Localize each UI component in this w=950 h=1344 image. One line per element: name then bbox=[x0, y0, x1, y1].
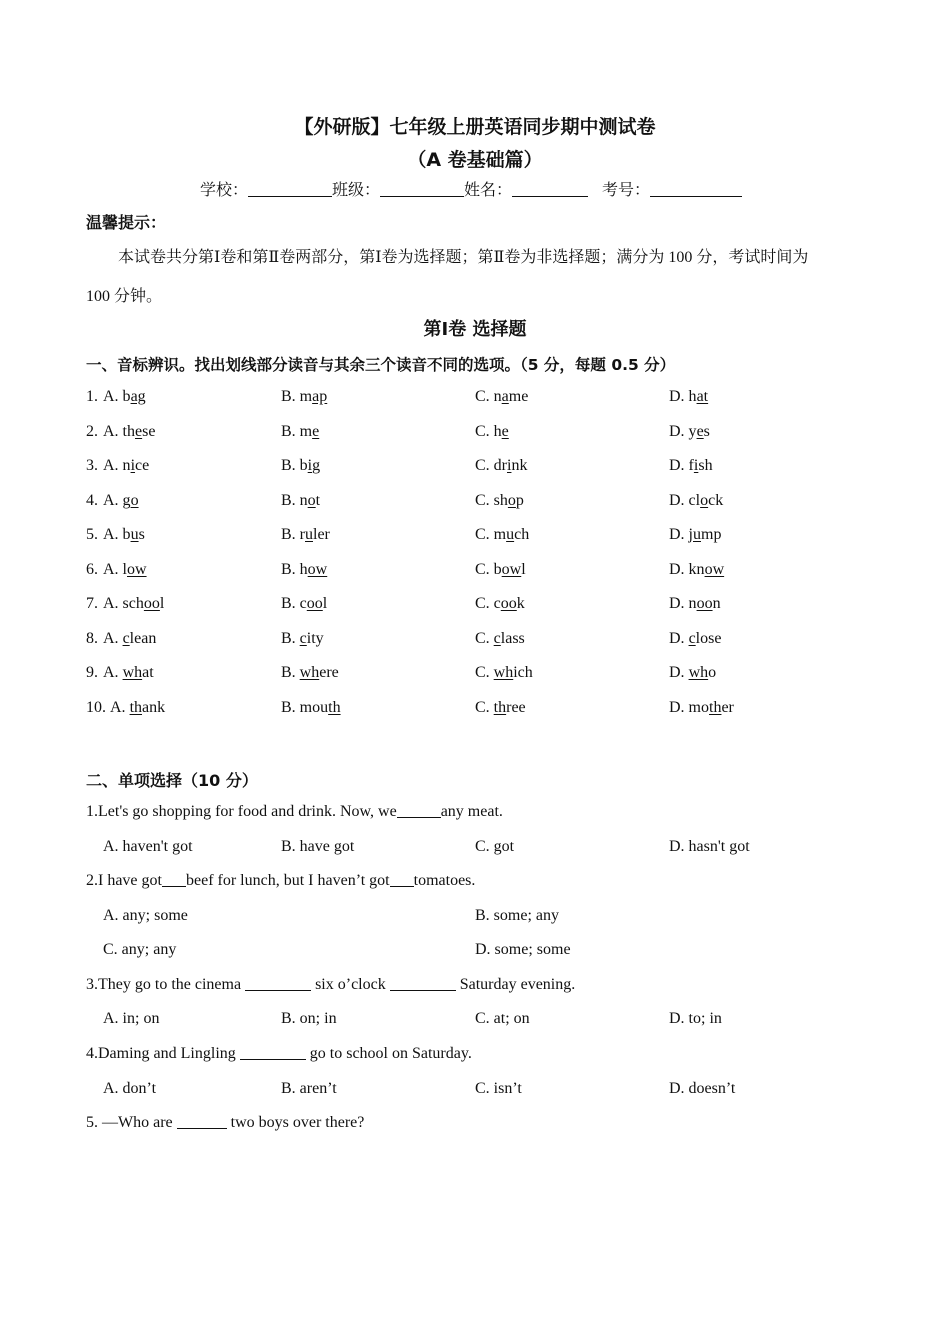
phonics-question-number: 7. bbox=[86, 595, 98, 612]
phonics-option-b bbox=[281, 595, 327, 613]
phonics-option-d bbox=[669, 492, 723, 510]
phonics-option-a bbox=[103, 630, 156, 648]
info-fields bbox=[200, 177, 742, 200]
phonics-option-c bbox=[475, 630, 525, 648]
underlined-letters: wh bbox=[493, 664, 514, 681]
option: B. some; any bbox=[475, 907, 559, 924]
option-text: C. bbox=[475, 698, 494, 716]
question-4 bbox=[86, 1045, 472, 1063]
option-text: D. cl bbox=[669, 491, 701, 509]
exam-subtitle: （A 卷基础篇） bbox=[407, 149, 543, 171]
option-text: B. h bbox=[281, 560, 308, 578]
answer-blank bbox=[177, 1114, 227, 1129]
option-text: A. th bbox=[103, 422, 135, 440]
option-text: o bbox=[708, 664, 717, 681]
option-text: l bbox=[322, 595, 328, 612]
phonics-option-a bbox=[103, 492, 139, 510]
question-2-text: 2.I have got bbox=[86, 872, 162, 889]
underlined-letters: oo bbox=[306, 595, 323, 612]
option-text: s bbox=[703, 422, 710, 440]
phonics-option-d bbox=[669, 526, 721, 544]
section-1-title: 一、音标辨识。找出划线部分读音与其余三个读音不同的选项。（5 分，每题 0.5 分） bbox=[86, 356, 676, 374]
underlined-letters: o bbox=[507, 491, 516, 509]
question-5 bbox=[86, 1114, 364, 1132]
option-text: D. f bbox=[669, 457, 694, 474]
phonics-option-b bbox=[281, 630, 324, 648]
option: A. any; some bbox=[103, 907, 188, 924]
question-2 bbox=[86, 872, 475, 890]
phonics-option-d bbox=[669, 388, 708, 406]
school-label: 学校： bbox=[200, 180, 249, 199]
option-text: p bbox=[515, 491, 524, 509]
phonics-option-c bbox=[475, 492, 524, 510]
option: A. haven't got bbox=[103, 838, 193, 855]
phonics-option-a bbox=[103, 457, 149, 475]
phonics-option-c bbox=[475, 699, 526, 717]
option-text: ler bbox=[313, 526, 330, 543]
underlined-letters: th bbox=[709, 698, 722, 716]
underlined-letters: i bbox=[307, 457, 313, 474]
option-text: A. g bbox=[103, 491, 131, 509]
underlined-letters: c bbox=[688, 629, 696, 647]
underlined-letters: oo bbox=[500, 595, 517, 612]
phonics-option-b bbox=[281, 388, 327, 406]
underlined-letters: u bbox=[305, 526, 313, 543]
option-text: k bbox=[516, 595, 525, 612]
option: C. at; on bbox=[475, 1010, 530, 1027]
option-text: g bbox=[312, 457, 321, 474]
underlined-letters: a bbox=[501, 388, 509, 405]
underlined-letters: i bbox=[507, 457, 512, 474]
option-text: C. b bbox=[475, 560, 502, 578]
underlined-letters: ow bbox=[127, 560, 147, 578]
class-label: 班级： bbox=[332, 180, 381, 199]
question-2-text-mid: beef for lunch, but I haven’t got bbox=[185, 872, 390, 889]
option-text: C. m bbox=[475, 526, 507, 543]
phonics-question-number: 9. bbox=[86, 664, 98, 681]
option-text: D. bbox=[669, 664, 689, 681]
option: C. got bbox=[475, 838, 515, 855]
phonics-option-d bbox=[669, 595, 721, 613]
underlined-letters: ap bbox=[312, 388, 328, 405]
phonics-question-number: 2. bbox=[86, 422, 98, 440]
option-text: at bbox=[142, 664, 154, 681]
underlined-letters: th bbox=[129, 698, 143, 716]
phonics-question-number: 1. bbox=[86, 388, 98, 405]
phonics-question-number: 10. bbox=[86, 698, 106, 716]
underlined-letters: oo bbox=[696, 595, 713, 612]
underlined-letters: th bbox=[493, 698, 507, 716]
option-text: D. kn bbox=[669, 560, 705, 578]
option-text: C. bbox=[475, 664, 494, 681]
phonics-option-c bbox=[475, 561, 526, 579]
question-3-text-mid: six o’clock bbox=[315, 976, 386, 993]
underlined-letters: u bbox=[130, 526, 139, 543]
option-text: me bbox=[508, 388, 529, 405]
phonics-option-b bbox=[281, 457, 320, 475]
option-text: C. dr bbox=[475, 457, 507, 474]
question-5-text-end: two boys over there? bbox=[230, 1114, 365, 1131]
option-text: ich bbox=[513, 664, 533, 681]
option-text: sh bbox=[698, 457, 713, 474]
underlined-letters: c bbox=[493, 629, 501, 647]
option-text: B. mou bbox=[281, 698, 329, 716]
option-text: ce bbox=[135, 457, 150, 474]
phonics-option-d bbox=[669, 561, 724, 579]
underlined-letters: ow bbox=[501, 560, 522, 578]
option-text: t bbox=[315, 491, 321, 509]
underlined-letters: wh bbox=[122, 664, 143, 681]
phonics-question-number: 3. bbox=[86, 457, 98, 474]
underlined-letters: oo bbox=[143, 595, 160, 612]
phonics-question-number: 6. bbox=[86, 560, 98, 578]
underlined-letters: u bbox=[693, 526, 701, 543]
question-5-text: 5. —Who are bbox=[86, 1114, 173, 1131]
phonics-option-b bbox=[281, 664, 339, 682]
part-1-title: 第Ⅰ卷 选择题 bbox=[423, 319, 527, 340]
underlined-letters: ag bbox=[130, 388, 146, 405]
option-text: B. b bbox=[281, 457, 308, 474]
option-text: lean bbox=[129, 629, 157, 647]
name-label: 姓名： bbox=[464, 180, 513, 199]
phonics-option-b bbox=[281, 423, 319, 441]
phonics-question-number: 8. bbox=[86, 629, 98, 647]
option-text: D. n bbox=[669, 595, 697, 612]
option-text: lass bbox=[500, 629, 525, 647]
phonics-option-a bbox=[103, 423, 155, 441]
option-text: mp bbox=[701, 526, 722, 543]
option-text: lose bbox=[695, 629, 722, 647]
underlined-letters: ow bbox=[704, 560, 725, 578]
phonics-option-a bbox=[103, 664, 154, 682]
underlined-letters: c bbox=[122, 629, 130, 647]
option: A. in; on bbox=[103, 1010, 160, 1027]
notice-line-2: 100 分钟。 bbox=[86, 288, 163, 305]
phonics-option-b bbox=[281, 492, 320, 510]
option-text: B. bbox=[281, 629, 300, 647]
option-text: l bbox=[159, 595, 165, 612]
option-text: A. bbox=[103, 664, 123, 681]
option-text: A. sch bbox=[103, 595, 144, 612]
option-text: l bbox=[521, 560, 526, 578]
question-4-text: 4.Daming and Lingling bbox=[86, 1045, 236, 1062]
option-text: ch bbox=[514, 526, 530, 543]
phonics-option-d bbox=[669, 699, 734, 717]
question-1-text-end: any meat. bbox=[440, 803, 503, 820]
answer-blank bbox=[390, 976, 456, 991]
option-text: A. b bbox=[103, 526, 131, 543]
underlined-letters: th bbox=[328, 698, 341, 716]
answer-blank bbox=[397, 803, 441, 818]
option-text: ank bbox=[142, 698, 166, 716]
question-3-text-end: Saturday evening. bbox=[459, 976, 576, 993]
option-text: C. c bbox=[475, 595, 501, 612]
phonics-option-d bbox=[669, 630, 721, 648]
underlined-letters: e bbox=[696, 422, 704, 440]
option-text: A. l bbox=[103, 560, 127, 578]
option-text: D. h bbox=[669, 388, 697, 405]
phonics-option-c bbox=[475, 595, 525, 613]
underlined-letters: o bbox=[307, 491, 316, 509]
underlined-letters: wh bbox=[299, 664, 320, 681]
phonics-option-b bbox=[281, 561, 327, 579]
question-3-text: 3.They go to the cinema bbox=[86, 976, 242, 993]
phonics-option-b bbox=[281, 526, 330, 544]
option-text: B. bbox=[281, 664, 300, 681]
option-text: nk bbox=[511, 457, 528, 474]
option-text: D. j bbox=[669, 526, 693, 543]
school-blank bbox=[248, 182, 332, 197]
exam-number-blank bbox=[650, 182, 742, 197]
underlined-letters: i bbox=[693, 457, 699, 474]
underlined-letters: at bbox=[696, 388, 709, 405]
option-text: D. bbox=[669, 629, 689, 647]
phonics-option-c bbox=[475, 526, 529, 544]
option-text: er bbox=[721, 698, 734, 716]
option-text: B. r bbox=[281, 526, 305, 543]
option-text: A. bbox=[103, 629, 123, 647]
phonics-option-b bbox=[281, 699, 341, 717]
option: B. aren’t bbox=[281, 1080, 337, 1097]
option-text: n bbox=[712, 595, 721, 612]
phonics-option-a bbox=[110, 699, 165, 717]
answer-blank bbox=[240, 1045, 306, 1060]
option-text: ere bbox=[319, 664, 339, 681]
phonics-option-a bbox=[103, 595, 164, 613]
question-4-text-end: go to school on Saturday. bbox=[309, 1045, 472, 1062]
option: D. some; some bbox=[475, 941, 571, 958]
underlined-letters: i bbox=[130, 457, 136, 474]
question-3 bbox=[86, 976, 575, 994]
underlined-letters: wh bbox=[688, 664, 709, 681]
option: D. doesn’t bbox=[669, 1080, 736, 1097]
option-text: B. m bbox=[281, 388, 313, 405]
phonics-option-a bbox=[103, 388, 146, 406]
option-text: C. bbox=[475, 629, 494, 647]
question-1 bbox=[86, 803, 503, 821]
phonics-option-c bbox=[475, 388, 528, 406]
phonics-option-c bbox=[475, 423, 509, 441]
underlined-letters: c bbox=[299, 629, 307, 647]
answer-blank bbox=[245, 976, 311, 991]
option-text: D. mo bbox=[669, 698, 709, 716]
option-text: A. bbox=[110, 698, 130, 716]
option-text: ree bbox=[506, 698, 526, 716]
option-text: se bbox=[142, 422, 156, 440]
phonics-option-d bbox=[669, 457, 713, 475]
option-text: ity bbox=[306, 629, 324, 647]
option: D. to; in bbox=[669, 1010, 722, 1027]
question-2-text-end: tomatoes. bbox=[413, 872, 476, 889]
underlined-letters: o bbox=[700, 491, 709, 509]
underlined-letters: e bbox=[312, 422, 320, 440]
notice-label: 温馨提示： bbox=[86, 213, 167, 232]
option-text: B. m bbox=[281, 422, 313, 440]
notice-line-1: 本试卷共分第Ⅰ卷和第Ⅱ卷两部分，第Ⅰ卷为选择题；第Ⅱ卷为非选择题；满分为 100 分，考试时间为 bbox=[118, 249, 809, 266]
option-text: A. b bbox=[103, 388, 131, 405]
underlined-letters: ow bbox=[307, 560, 328, 578]
option: D. hasn't got bbox=[669, 838, 750, 855]
underlined-letters: o bbox=[130, 491, 139, 509]
option-text: ck bbox=[708, 491, 724, 509]
class-blank bbox=[380, 182, 464, 197]
option-text: s bbox=[138, 526, 145, 543]
underlined-letters: e bbox=[135, 422, 143, 440]
phonics-option-d bbox=[669, 423, 710, 441]
option-text: B. c bbox=[281, 595, 307, 612]
phonics-option-a bbox=[103, 526, 145, 544]
underlined-letters: e bbox=[501, 422, 509, 440]
option: A. don’t bbox=[103, 1080, 157, 1097]
option-text: D. y bbox=[669, 422, 697, 440]
option-text: B. n bbox=[281, 491, 308, 509]
phonics-option-a bbox=[103, 561, 147, 579]
answer-blank bbox=[162, 872, 186, 887]
answer-blank bbox=[390, 872, 414, 887]
section-2-title: 二、单项选择（10 分） bbox=[86, 771, 258, 790]
option: B. have got bbox=[281, 838, 355, 855]
option: B. on; in bbox=[281, 1010, 337, 1027]
phonics-option-d bbox=[669, 664, 716, 682]
option-text: C. h bbox=[475, 422, 502, 440]
option: C. any; any bbox=[103, 941, 177, 958]
phonics-question-number: 4. bbox=[86, 491, 98, 509]
exam-title: 【外研版】七年级上册英语同步期中测试卷 bbox=[294, 116, 656, 138]
phonics-option-c bbox=[475, 664, 533, 682]
exam-number-label: 考号： bbox=[602, 180, 651, 199]
option: C. isn’t bbox=[475, 1080, 522, 1097]
option-text: C. sh bbox=[475, 491, 508, 509]
phonics-option-c bbox=[475, 457, 527, 475]
name-blank bbox=[512, 182, 588, 197]
phonics-question-number: 5. bbox=[86, 526, 98, 543]
option-text: A. n bbox=[103, 457, 131, 474]
question-1-text: 1.Let's go shopping for food and drink. Now, we bbox=[86, 803, 397, 820]
underlined-letters: u bbox=[506, 526, 515, 543]
option-text: C. n bbox=[475, 388, 502, 405]
